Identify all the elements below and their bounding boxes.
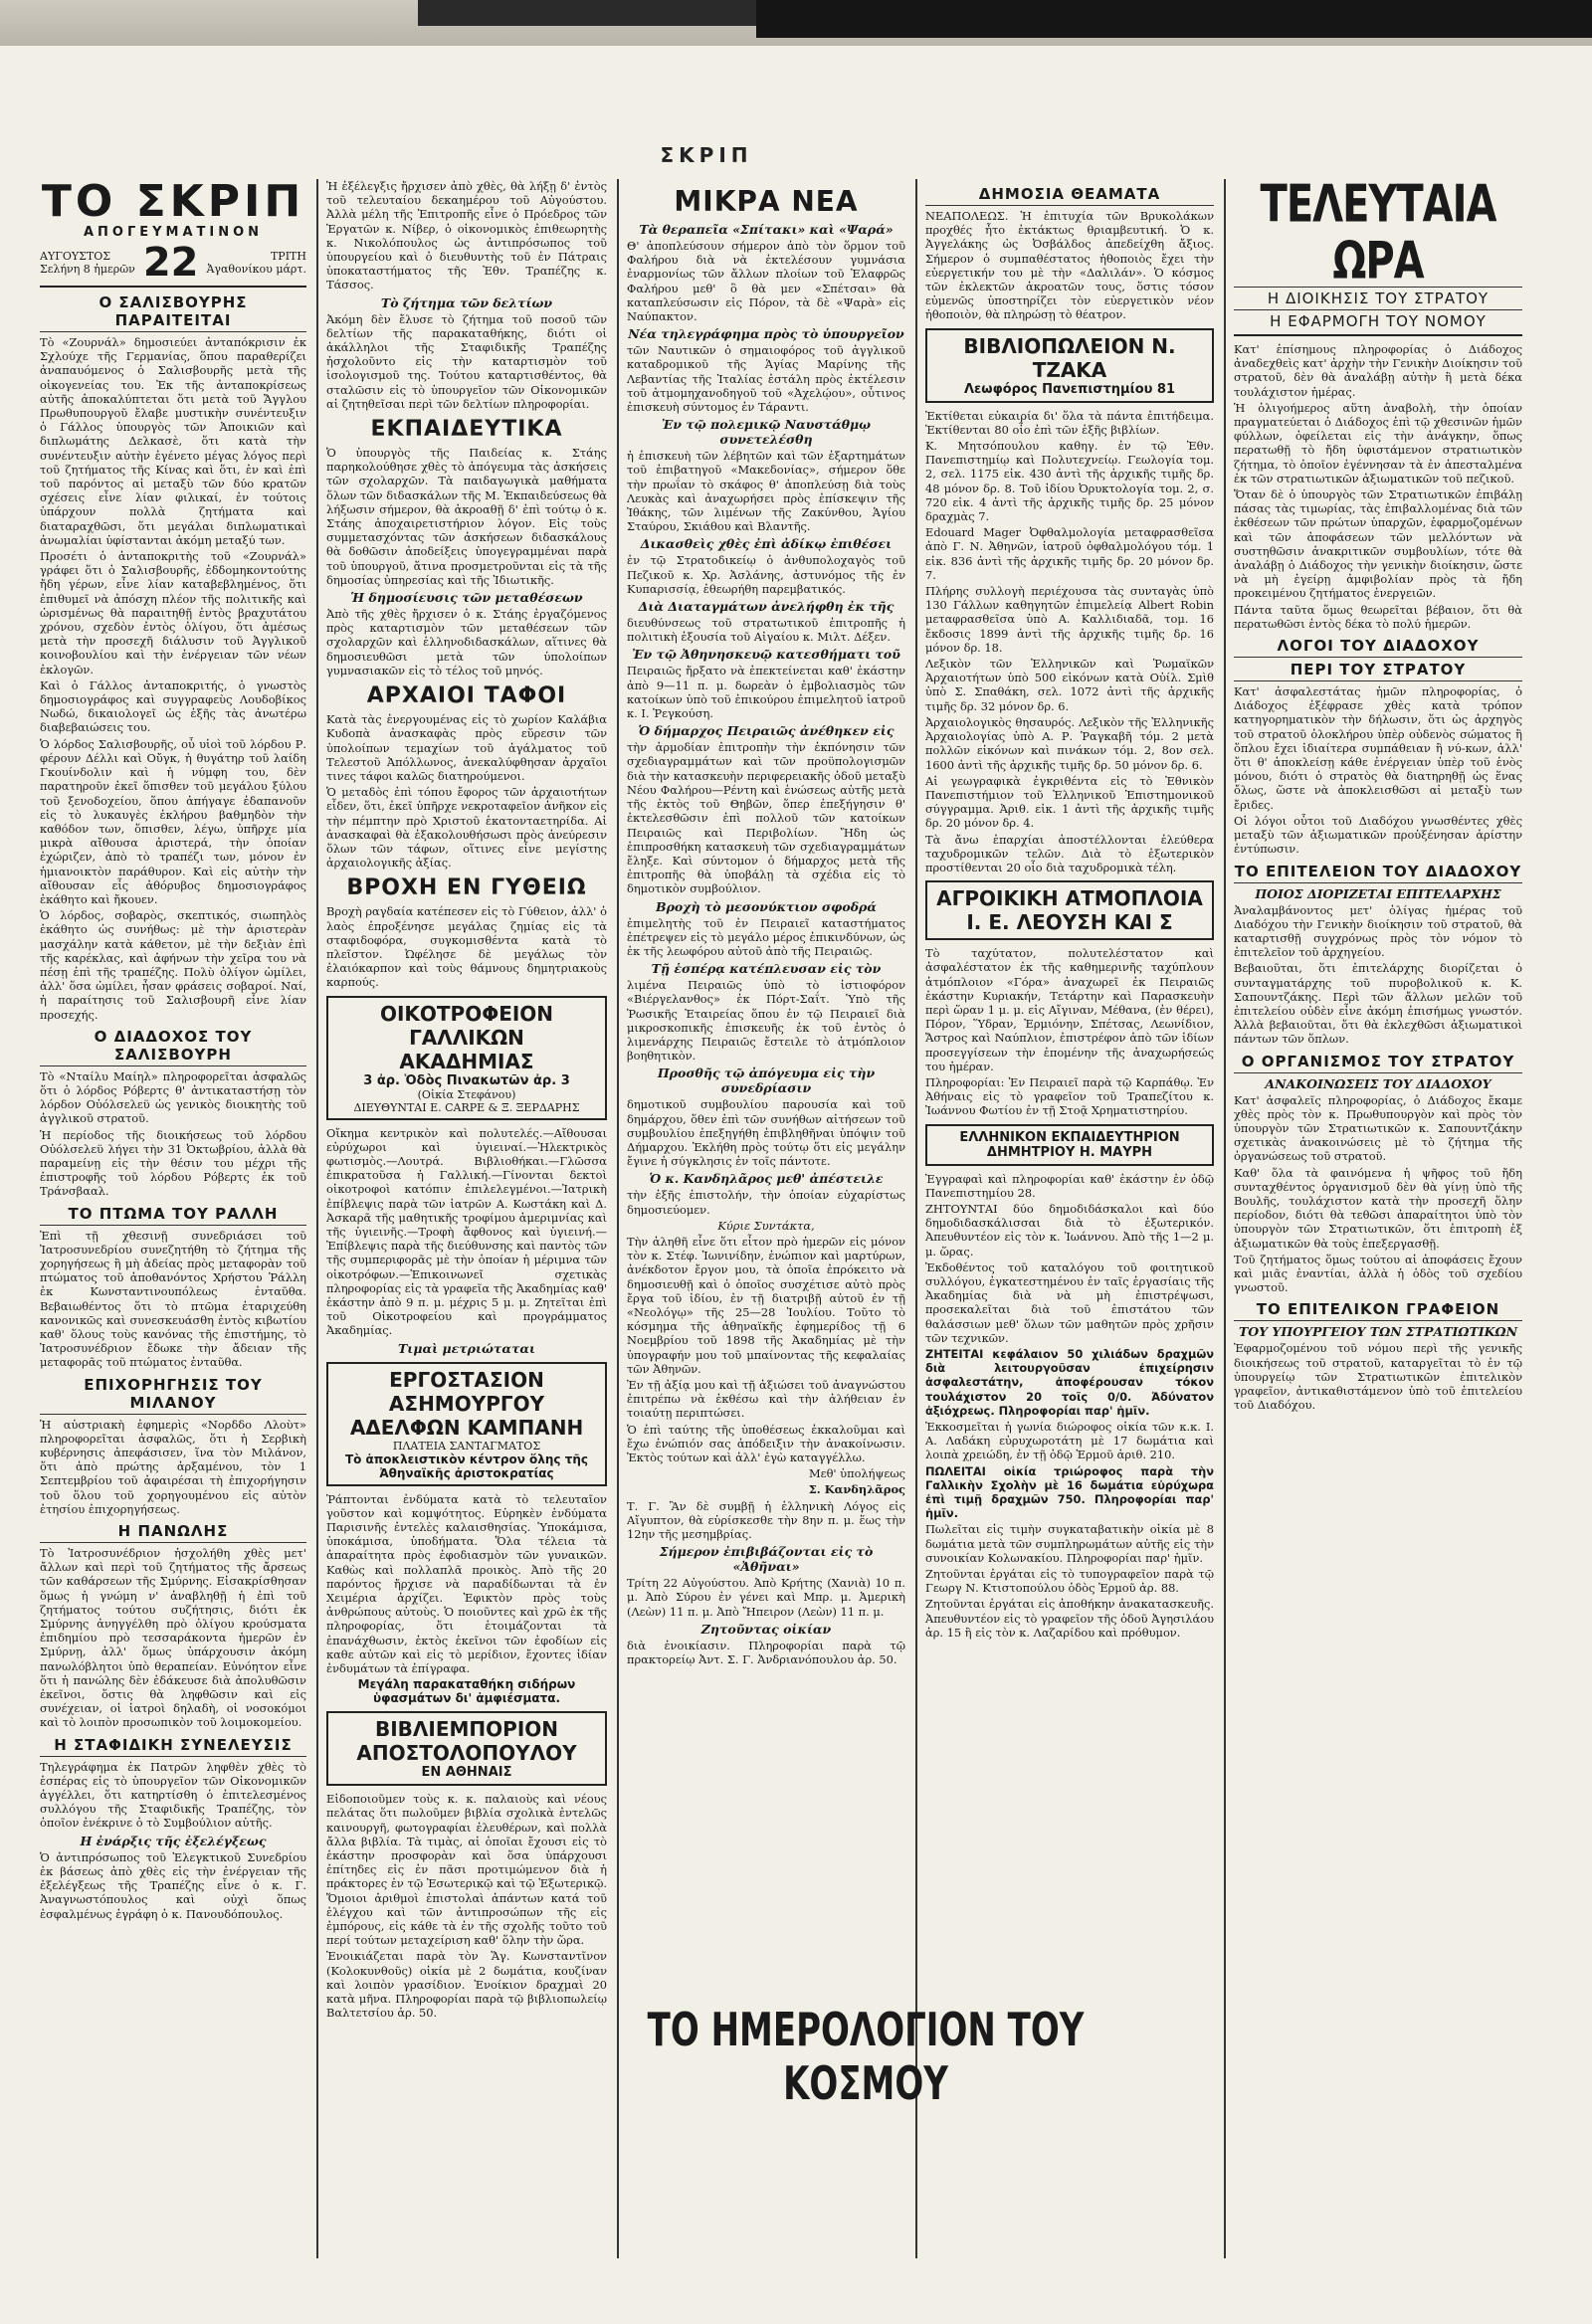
subheadline: ΤΟΥ ΥΠΟΥΡΓΕΙΟΥ ΤΩΝ ΣΤΡΑΤΙΩΤΙΚΩΝ [1238, 1324, 1518, 1340]
article-text: Ὁ ἐπὶ ταύτης τῆς ὑποθέσεως ἐκκαλοῦμαι καὶ ἔχω ἐνώπιόν σας ἀπόδειξιν τὴν ἀνακοίνωσιν. Ἐκτὸς τούτων καὶ ἀλλ' ἐγὼ καταγγέλλω. [627, 1422, 905, 1465]
article-text: Τρίτη 22 Αὐγούστου. Ἀπὸ Κρήτης (Χανιὰ) 10 π. μ. Ἀπὸ Σύρου ἐν γένει καὶ Μπρ. μ. Ἀμερικὴ (Λεὼν) 11 π. μ. Ἀπὸ Ἤπειρον (Λεὼν) 11 π. μ. [627, 1576, 905, 1619]
article-text: Ὁ λόρδος, σοβαρὸς, σκεπτικός, σιωπηλὸς ἐκάθητο ὡς συνήθως: μὲ τὴν ἀριστερὰν μασχάλην κατὰ κάθετον, μὲ τὴν δεξιὰν ἐπὶ τῆς καρέκλας, καὶ ἀφήνων τὴν χεῖρα του νὰ πέσῃ ἐπὶ τῆς τραπέζης. Πολὺ ὀλίγον ὡμίλει, ἀλλ' ὅσα ὡμίλει, ἦσαν φράσεις σοβαροί. Ναί, ἡ παραίτησις τοῦ Σαλισβουρῆ εἶνε λίαν προσεχής. [40, 908, 306, 1022]
article-text: ἐν τῷ Στρατοδικείῳ ὁ ἀνθυπολοχαγὸς τοῦ Πεζικοῦ κ. Χρ. Ἀσλάνης, ἀστυνόμος τῆς ἐν Κυπαρισσίᾳ, ἐθεωρήθη παρεμβατικός. [627, 553, 905, 596]
ad-title-2: ΑΠΟΣΤΟΛΟΠΟΥΛΟΥ [356, 1741, 577, 1766]
article-text: Ἀκόμη δὲν ἔλυσε τὸ ζήτημα τοῦ ποσοῦ τῶν δελτίων τῆς παρακαταθήκης, διότι οἱ ἀκάλληλοι τῆς Σταφιδικῆς Τραπέζης ἠσχολοῦντο εἰς τὴν καταρτισμὸν τοῦ ἰσολογισμοῦ της. Τούτου καταρτισθέντος, θὰ σταλῶσιν εἰς τὸ ὑπουργεῖον τῶν Οἰκονομικῶν αἱ ζητηθεῖσαι περὶ τῶν δελτίων πληροφορίαι. [326, 311, 607, 411]
letter-salutation: Κύριε Συντάκτα, [717, 1218, 815, 1233]
classified-ad-bold: ΖΗΤΕΙΤΑΙ κεφάλαιον 50 χιλιάδων δραχμῶν διὰ λειτουργοῦσαν ἐπιχείρησιν ἀσφαλεστάτην, ἀποφέρουσαν τόκον τουλάχιστον 20 τοῖς 0/0. Ἀδύνατον ἀξιόχρεως. Πληροφορίαι παρ' ἡμῖν. [925, 1347, 1214, 1418]
advertisement-steamship [925, 880, 1214, 940]
column-rule [915, 179, 917, 2258]
headline: ΑΡΧΑΙΟΙ ΤΑΦΟΙ [366, 683, 567, 709]
article-text: ΝΕΑΠΟΛΕΩΣ. Ἡ ἐπιτυχία τῶν Βρυκολάκων προχθές ἦτο ἐκτάκτως θριαμβευτική. Ὁ κ. Ἀγγελάκης ὡς Ὀσβάλδος ἀπεδείχθη ἄξιος. Σήμερον ὁ συμπαθέστατος ἠθοποιὸς ἔχει τὴν εὐεργετικήν του μὲ τὴν «Δαλιλάν». Ὁ κόσμος τῶν ἐκλεκτῶν ἀκροατῶν τους, ὅστις τόσον εὐμενῶς ὑποστηρίζει τὸν εὐεργετικὸν νέον ἠθοποιὸν, θὰ πληρώσῃ τὸ θέατρον. [925, 209, 1214, 322]
article-text: Καθ' ὅλα τὰ φαινόμενα ἡ ψῆφος τοῦ ἤδη συνταχθέντος ὀργανισμοῦ δὲν θὰ γίνῃ ὑπὸ τῆς Βουλῆς, τουλάχιστον κατὰ τὴν προσεχῆ ὅλην περίοδον, διότι θὰ τεθῶσι ἀπαραίτητοι ὑπὸ τὸν ὑπουργὸν τῶν Στρατιωτικῶν, ὅτι ἐπιτροπὴ ἐξ ἀξιωματικῶν θὰ τοὺς ἐπεξεργασθῇ. [1234, 1165, 1522, 1251]
scan-dark-edge-2 [756, 0, 1592, 38]
article-text: Ἐπὶ τῇ χθεσινῇ συνεδριάσει τοῦ Ἰατροσυνεδρίου συνεζητήθη τὸ ζήτημα τῆς χορηγήσεως ἢ μὴ ἀδείας πρὸς μεταφορὰν τοῦ πτώματος τοῦ ἀποθανόντος Χρήστου Ῥάλλη ἐκ Κωνσταντινουπόλεως ἐνταῦθα. Βεβαιωθέντος ὅτι τὸ πτῶμα ἐταριχεύθη κανονικῶς καὶ συνεσκευάσθη ἐντὸς κιβωτίου καθ' ὅλους τοὺς κανόνας τῆς ἐπιστήμης, τὸ Ἰατροσυνέδριον ἔδωκε τὴν ἄδειαν τῆς μεταφορᾶς τοῦ πτώματος ἐνταῦθα. [40, 1228, 306, 1370]
ad-title: ΑΓΡΟΙΚΙΚΗ ΑΤΜΟΠΛΟΙΑ [936, 886, 1203, 911]
article-text: διευθύνσεως τοῦ στρατωτικοῦ ἐπιτροπῆς ἡ πολιτικὴ ἐξουσία τοῦ Αἰγαίου κ. Μιλτ. Δέξεν. [627, 616, 905, 645]
headline: ΕΠΙΧΟΡΗΓΗΣΙΣ ΤΟΥ ΜΙΛΑΝΟΥ [40, 1376, 306, 1415]
ad-text: Πληροφορίαι: Ἐν Πειραιεῖ παρὰ τῷ Καρπάθῳ. Ἐν Ἀθήναις εἰς τὸ γραφεῖον τοῦ Τραπεζίτου κ. Ἰωάννου Φωτίου ἐν τῇ Στοᾷ Χρηματιστηρίου. [925, 1074, 1214, 1118]
newspaper-page [40, 179, 1522, 2258]
column-rule [1224, 179, 1226, 2258]
article-text: Τὸ Ἰατροσυνέδριον ἠσχολήθη χθὲς μετ' ἄλλων καὶ περὶ τοῦ ζητήματος τῆς ἄρσεως τῶν καθάρσεων τῆς Σμύρνης. Εἰσακρίσθησαν ὅμως ἡ γνώμη ν' ἀναβληθῇ ἡ ἐπὶ τοῦ ζητήματος τούτου συζήτησις, διότι ἐκ Σμύρνης ἀνηγγέλθη πρὸ ὀλίγου κρούσματα ἐπιδημίου πρὸ τεσσαράκοντα ἡμερῶν ἐν Σμύρνῃ, ἀλλ' ὅμως ὑπάρχουσιν ἀκόμη πανωλόβλητοι ὑπὸ θεραπείαν. Εὐνόητον εἶνε ὅτι ἡ πανώλης δὲν ἐδάκευσε διὰ ἀπολυθῶσιν ἐκεῖνοι, ὅστις θὰ ληφθῶσιν καὶ εἰς συνέχειαν, οἱ ἰατροὶ δηλαδὴ, οἱ νοσοκόμοι καὶ τὸ λοιπὸν προσωπικὸν τοῦ λοιμοκομείου. [40, 1546, 306, 1730]
latest-news-banner [1234, 179, 1522, 336]
date-day: 22 [142, 240, 199, 286]
advertisement-bookstore [326, 1711, 607, 1786]
column-rule [316, 179, 318, 2258]
article-text: Κατ' ἀσφαλεῖς πληροφορίας, ὁ Διάδοχος ἔκαμε χθὲς πρὸς τὸν κ. Πρωθυπουργὸν καὶ πρὸς τὸν ὑπουργὸν τῶν Στρατιωτικῶν κ. Σαπουντζάκην σχετικὰς ἀνακοινώσεις μὲ τὸ ζήτημα τῆς ὀργανώσεως τοῦ στρατοῦ. [1234, 1092, 1522, 1164]
section-title: ΔΗΜΟΣΙΑ ΘΕΑΜΑΤΑ [925, 185, 1214, 206]
article-text: Ἀπὸ τῆς χθὲς ἤρχισεν ὁ κ. Στάης ἐργαζόμενος πρὸς καταρτισμὸν τῶν μεταθέσεων τῶν σχολαρχῶν καὶ ἑλληνοδιδασκάλων, αἵτινες θὰ δημοσιευθῶσι μετὰ τῶν ὑπολοίπων γυμνασιακῶν εἰς τὸ τέλος τοῦ μηνός. [326, 607, 607, 678]
ad-title-2: ΔΗΜΗΤΡΙΟΥ Η. ΜΑΥΡΗ [986, 1144, 1153, 1160]
ad-text: Πλήρης συλλογὴ περιέχουσα τὰς συνταγὰς ὑπὸ 130 Γάλλων καθηγητῶν ἐπιμελείᾳ Albert Robin μεταφρασθεῖσα ὑπὸ Α. Καλλιδιαδᾶ, τομ. 16 ἔκδοσις 1899 ἀντὶ τῆς ἀρχικῆς τιμῆς δρ. 16 μόνον δρ. 18. [925, 584, 1214, 655]
article-text: Προσέτι ὁ ἀνταποκριτὴς τοῦ «Ζουρνάλ» γράφει ὅτι ὁ Σαλισβουρῆς, ἐδδομηκοντούτης ἤδη γέρων, εἶνε λίαν καταβεβλημένος, ὅτι ἐπιθυμεῖ νὰ ἀπόσχη πλέον τῆς πολιτικῆς καὶ ὡρισμένως θὰ παραιτηθῇ ἐντὸς βραχυτάτου χρόνου, σχεδὸν ἐντὸς ὀλίγου, ὅτι ἀμέσως μετὰ τὴν προσεχῆ διάλυσιν τοῦ Ἀγγλικοῦ κοινοβουλίου καὶ τὴν ἐνέργειαν τῶν νέων ἐκλογῶν. [40, 549, 306, 677]
headline-2: ΠΕΡΙ ΤΟΥ ΣΤΡΑΤΟΥ [1234, 661, 1522, 681]
article-text: τὴν ἀρμοδίαν ἐπιτροπὴν τὴν ἐκπόνησιν τῶν σχεδιαγραμμάτων καὶ τῶν προϋπολογισμῶν διὰ τὴν κατασκευὴν περιφερειακῆς ὁδοῦ μεταξὺ Νέου Φαλήρου—Ρέντη καὶ ἑνώσεως αὐτῆς μετὰ τῆς ἐκτὸς τοῦ Θηβῶν, ὅπερ ἐπεξήγησιν θ' ἐκτελεσθῶσιν ἐπὶ πολλοῦ τῶν κατοίκων Πειραιῶς καὶ Περιβολίων. Ἤδη ὡς ἐπιπροσθήκη κατασκευὴ τῶν σχεδιαγραμμάτων ἔληξε. Καὶ σύντομον ὁ δήμαρχος μετὰ τῆς ἐπιτροπῆς θὰ ὑποβάλῃ τὰ σχέδια εἰς τὸ δημοτικὸν συμβούλιον. [627, 740, 905, 896]
advertisement-school [925, 1124, 1214, 1166]
article-text: Κατὰ τὰς ἐνεργουμένας εἰς τὸ χωρίον Καλάβια Κυδοπὰ ἀνασκαφὰς πρὸς εὕρεσιν τῶν ὑπολοίπων τεμαχίων τοῦ ἀγάλματος τοῦ Τελεστοῦ Ἀπόλλωνος, ἀνεκαλύφθησαν ἀρχαῖοι τινες τάφοι καλῶς διατηρούμενοι. [326, 712, 607, 783]
headline: ΤΟ ΠΤΩΜΑ ΤΟΥ ΡΑΛΛΗ [40, 1205, 306, 1226]
subheadline: Δικασθεὶς χθὲς ἐπὶ ἀδίκῳ ἐπιθέσει [640, 536, 893, 552]
article-text: Ὅταν δὲ ὁ ὑπουργὸς τῶν Στρατιωτικῶν ἐπιβάλῃ πάσας τὰς τιμωρίας, τὰς ἐπιβαλλομένας διὰ τῶν ἐκθέσεων τῶν πρώτων ὑπαρχῶν, ἐφαρμοζομένων καὶ τῶν ἀποφάσεων τῶν μελλόντων νὰ συστηθῶσιν ἀνακριτικῶν συμβουλίων, τότε θὰ ἀναλάβῃ ὁ Διάδοχος τὴν γενικὴν διοίκησιν, ὥστε νὰ μὴ ἐγείρῃ ἀμφιβολίαν πρὸς τὰ ἤδη προκειμένου ζητήματος ἐνεργειῶν. [1234, 487, 1522, 601]
date-weekday: ΤΡΙΤΗ [270, 250, 306, 263]
article-text: Ἐφαρμοζομένου τοῦ νόμου περὶ τῆς γενικῆς διοικήσεως τοῦ στρατοῦ, καταργεῖται τὸ ἐν τῷ ὑπουργείῳ τῶν Στρατιωτικῶν ἐπιτελικὸν γραφεῖον, ἀντικαθιστάμενον ὑπὸ τοῦ ἐπιτελείου τοῦ Διαδόχου. [1234, 1341, 1522, 1413]
column-4 [925, 179, 1214, 2258]
ad-text: Αἱ γεωγραφικὰ ἐγκριθέντα εἰς τὸ Ἐθνικὸν Πανεπιστήμιον τοῦ Ἑλληνικοῦ Ἐπιστημονικοῦ σύγγραμμα. Ἀριθ. εἰκ. 1 ἀντὶ τῆς ἀρχικῆς τιμῆς δρ. 20 μόνον δρ. 4. [925, 773, 1214, 831]
advertisement-boarding-school [326, 996, 607, 1120]
subheadline: Βροχὴ τὸ μεσονύκτιον σφοδρά [656, 898, 877, 914]
ad-title: ΟΙΚΟΤΡΟΦΕΙΟΝ ΓΑΛΛΙΚΩΝ [379, 1001, 554, 1050]
article-text: ἐπιμελητὴς τοῦ ἐν Πειραιεῖ καταστήματος ἐπέτρεψεν εἰς τὸ μεγάλο μέρος ἐπικινδύνων, ὡς ἐκ τῆς λεωφόρου αὐτοῦ ἀπὸ τῆς Πειραιῶς. [627, 915, 905, 958]
subheadline: Τὰ θεραπεῖα «Σπίτακι» καὶ «Ψαρά» [639, 222, 894, 237]
article-text: Ὁ λόρδος Σαλισβουρῆς, οὗ υἱοὶ τοῦ λόρδου Ρ. φέρουν Δέλλι καὶ Οὔγκ, ἡ θυγάτηρ τοῦ λαίδη Γκουίνδολιν καὶ ἡ νύμφη του, δὲν παρατηροῦν ἐκεῖ ὅπισθεν τοῦ μεγάλου ξύλου τοῦ ξενοδοχείου, ὅπου ἀπήγαγε ἐδαπανοῦν εἰς τὸ λυκαυγὲς ἐκλήρου βαθμηδὸν τὴν καθόδον των, ὅπισθεν, λέγω, ὑπῆρχε μία μικρὰ αἴθουσα ἀριστερά, τὴν ὁποίαν ἐχώριζεν, ἀπὸ τὸ τραπέζι των, μόνον ἐν ἡμιανοικτὸν παράθυρον. Καὶ εἰς αὐτὴν τὴν αἴθουσαν εἶς ἀθόρυβος δημοσιογράφος ἐκάθητο καὶ ἤκουεν. [40, 736, 306, 906]
banner-subtitle-2: Η ΕΦΑΡΜΟΓΗ ΤΟΥ ΝΟΜΟΥ [1234, 309, 1522, 330]
headline: ΒΡΟΧΗ ΕΝ ΓΥΘΕΙΩ [346, 875, 587, 901]
article-text: τὴν ἑξῆς ἐπιστολήν, τὴν ὁποίαν εὐχαρίστως δημοσιεύομεν. [627, 1188, 905, 1217]
ad-text: Οἴκημα κεντρικὸν καὶ πολυτελές.—Αἴθουσαι εὐρύχωροι καὶ ὑγιειναί.—Ἠλεκτρικὸς φωτισμὸς.—Λουτρά. Βιβλιοθήκαι.—Γλῶσσα ἐπικρατοῦσα ἡ Γαλλική.—Γίνονται δεκτοὶ οἰκοτροφοὶ κατόπιν ἐπιλελεγμένοι.—Ἰατρικὴ ἐπίβλεψις παρὰ τῶν ἰατρῶν Α. Κωστάκη καὶ Δ. Ἀσκαρᾶ τῆς μαθητικῆς τροφίμου ἀμεριμνίας καὶ τῆς ὑγιεινῆς.—Τροφὴ ἄφθονος καὶ ὑγιεινή.—Ἐπίβλεψις παρὰ τῆς διεύθυνσης καὶ παντὸς τῶν τῆς συμπεριφορᾶς μὲ τὴν ὁποίαν ἡ μέριμνα τῶν οἰκοτρόφων.—Ἐπικοινωνεῖ σχετικὰς πληροφορίας εἰς τὰ γραφεῖα τῆς Ἀκαδημίας καθ' ἑκάστην ἀπὸ 9 π. μ. μέχρις 5 μ. μ. Ζητεῖται ἐπὶ τοῦ Οἰκοτροφείου καὶ προγράμματος Ἀκαδημίας. [326, 1125, 607, 1338]
classified-ad: Ἐκδοθέντος τοῦ καταλόγου τοῦ φοιτητικοῦ συλλόγου, ἐγκατεστημένου ἐν ταῖς ἐργασίαις τῆς Ἀκαδημίας διὰ νὰ μὴ ἐπιστρέψωσι, προσεκαλεῖται διὰ τοῦ ἐπιστάτου τῶν θαλάσσιων μεθ' ὅλων τῶν μαθητῶν πρὸς χρῆσιν τῶν τεχνικῶν. [925, 1259, 1214, 1345]
dateline [40, 240, 306, 286]
ad-address: Λεωφόρος Πανεπιστημίου 81 [963, 381, 1176, 397]
headline: Ο ΣΑΛΙΣΒΟΥΡΗΣ ΠΑΡΑΙΤΕΙΤΑΙ [40, 293, 306, 332]
page-header [0, 143, 1592, 167]
article-text: Οἱ λόγοι οὗτοι τοῦ Διαδόχου γνωσθέντες χθὲς μεταξὺ τῶν ἀξιωματικῶν προὐξένησαν ἀρίστην ἐντύπωσιν. [1234, 813, 1522, 857]
classified-ad: ΖΗΤΟΥΝΤΑΙ δύο δημοδιδάσκαλοι καὶ δύο δημοδιδασκάλισσαι διὰ τὸ ἐξωτερικόν. Ἀπευθυντέον εἰς τὸν κ. Ἰωάννου. Ἀπὸ τῆς 1—2 μ. μ. ὥρας. [925, 1201, 1214, 1259]
masthead [40, 179, 306, 288]
article-text: Κατ' ἀσφαλεστάτας ἡμῶν πληροφορίας, ὁ Διάδοχος ἐξέφρασε χθὲς κατὰ τρόπον κατηγορηματικὸν τὴν δήλωσιν, ὅτι ὡς ἀρχηγὸς τοῦ στρατοῦ ὁλοκλήρου ὑπὲρ οὐδενὸς σώματος ἢ ὅπλου ἔχει ἰδιαίτερα συμπάθειαν ἢ νύ-κων, ἀλλ' ὅτι θ' ἀποκλείσῃ κάθε ἐνέργειαν ὑπὲρ τοῦ ἑνὸς μόνου, διότι ὁ στρατὸς θὰ διατηρηθῇ ὡς ἕνας ὄλως, ὥστε νὰ ἀποκλεισθῶσι αἱ μεταξὺ των ἔριδες. [1234, 684, 1522, 812]
article-text: τῶν Ναυτικῶν ὁ σημαιοφόρος τοῦ ἀγγλικοῦ καταδρομικοῦ τῆς Ἁγίας Μαρίνης τῆς Λεβαντίας τῆς Ἰταλίας ἐστάλη πρὸς ἐκτέλεσιν τοῦ ἀτμομηχανοδηγοῦ τοῦ «Ἀχελῴου», οὗτινος ἐπισκευὴ σύντομος ἐν Τάραντι. [627, 343, 905, 415]
bottom-banner: ΤΟ ΗΜΕΡΟΛΟΓΙΟΝ ΤΟΥ ΚΟΣΜΟΥ [647, 2004, 1085, 2111]
subheadline: ΠΟΙΟΣ ΔΙΟΡΙΖΕΤΑΙ ΕΠΙΤΕΛΑΡΧΗΣ [1255, 885, 1501, 901]
article-text: Ὁ ἀντιπρόσωπος τοῦ Ἐλεγκτικοῦ Συνεδρίου ἐκ βάσεως ἀπὸ χθὲς εἰς τὴν ἐνέργειαν τῆς ἐξελέγξεως τῆς Τραπέζης εἶνε ὁ κ. Γ. Ἀναγνωστόπουλος καὶ οὐχὶ ὅπως ἐσφαλμένως ἐγράφη ὁ κ. Πανουδόπουλος. [40, 1849, 306, 1921]
article-text: Τ. Γ. Ἂν δὲ συμβῇ ἡ ἑλληνικὴ Λόγος εἰς Αἴγυπτον, θὰ εὑρίσκεσθε τὴν 8ην π. μ. ἕως τὴν 12ην τῆς μεσημβρίας. [627, 1498, 905, 1542]
ad-text: Λεξικὸν τῶν Ἑλληνικῶν καὶ Ῥωμαϊκῶν Ἀρχαιοτήτων ὑπὸ 500 εἰκόνων κατὰ Οὐίλ. Σμὶθ ὑπὸ Σ. Σπαθάκη, σελ. 1072 ἀντὶ τῆς ἀρχικῆς τιμῆς δρ. 32 μόνον δρ. 6. [925, 657, 1214, 713]
article-text: Ἡ ἐξέλεγξις ἤρχισεν ἀπὸ χθὲς, θὰ λήξῃ δ' ἐντὸς τοῦ τελευταίου δεκαημέρου τοῦ Αὐγούστου. Ἀλλὰ μέλη τῆς Ἐπιτροπῆς εἶνε ὁ Πρόεδρος τῶν Ἐργατῶν κ. Νίβερ, ὁ οἰκονομικὸς ἐπιθεωρητὴς κ. Νικολόπουλος ὡς ἀντιπρόσωπος τοῦ ὑπουργείου καὶ ὁ διευθυντὴς τοῦ ἐν Πάτραις ὑποκαταστήματος τῆς Ἐθν. Τραπέζης κ. Τάσσος. [326, 179, 607, 292]
headline: ΕΚΠΑΙΔΕΥΤΙΚΑ [370, 417, 563, 443]
column-3 [627, 179, 905, 2258]
subheadline: Σήμερον ἐπιβιβάζονται εἰς τὸ «Ἀθῆναι» [659, 1544, 874, 1575]
scan-top-edge [0, 0, 1592, 46]
headline: Ο ΔΙΑΔΟΧΟΣ ΤΟΥ ΣΑΛΙΣΒΟΥΡΗ [40, 1028, 306, 1066]
article-text: Τηλεγράφημα ἐκ Πατρῶν ληφθὲν χθὲς τὸ ἑσπέρας εἰς τὸ ὑπουργεῖον τῶν Οἰκονομικῶν ἀγγέλλει, ὅτι κατηρτίσθη ὁ ἐπιτελεσμένος συλλόγου τῆς Σταφιδικῆς Τραπέζης, τὸν ὁποῖον ἐνέκρινε ὁ τὸ Συμβούλιον αὐτῆς. [40, 1759, 306, 1831]
classified-ad: Ἐνοικιάζεται παρὰ τὸν Ἅγ. Κωνσταντῖνον (Κολοκυνθοῦς) οἰκία μὲ 2 δωμάτια, κουζίναν καὶ λοιπὸν γρασίδιον. Ἐνοίκιον δραχμαὶ 20 κατὰ μῆνα. Πληροφορίαι παρὰ τῷ βιβλιοπωλείῳ Βαλτετσίου ἀρ. 50. [326, 1949, 607, 2021]
ad-note: Τιμαὶ μετριώταται [397, 1340, 536, 1356]
subheadline: Ζητοῦντας οἰκίαν [700, 1621, 832, 1637]
masthead-logo: ΤΟ ΣΚΡΙΠ [41, 179, 305, 227]
ad-title-2: Ι. Ε. ΛΕΟΥΣΗ ΚΑΙ Σ [966, 910, 1173, 935]
ad-location: ΕΝ ΑΘΗΝΑΙΣ [421, 1765, 512, 1781]
article-text: Τὴν ἀληθῆ εἶνε ὅτι εἶτον πρὸ ἡμερῶν εἰς μόνον τὸν κ. Στέφ. Ἰωνινίδην, ἐνώπιον καὶ μαρτύρων, ἀνέκδοτον ἔργον μου, τὰ ὁποῖα ἐπρόκειτο νὰ δημοσιευθῇ καὶ ὁ ὁποῖος συσχέτισε αὐτὸ πρὸς ἔργα τοῦ ἰδίου, ἐν τῇ διατριβῇ αὐτοῦ ἐν τῇ «Νεολόγῳ» τῆς 25—28 Ἰουλίου. Τοῦτο τὸ κόσμημα τῆς ἀθηναϊκῆς ἐφημερίδος τῇ 6 Νοεμβρίου τοῦ 1898 τῆς Ἀκαδημίας μὲ τὴν ὑπογραφήν μου τοῦ μπαίνοντας τῆς κεφαλαίας τῶν Ἀθηνῶν. [627, 1234, 905, 1376]
column-1 [40, 179, 306, 2258]
article-text: Ἀναλαμβάνοντος μετ' ὀλίγας ἡμέρας τοῦ Διαδόχου τὴν Γενικὴν διοίκησιν τοῦ στρατοῦ, θὰ καταρτισθῇ συγχρόνως πρὸς τὸν νόμον τὸ ἐπιτελεῖον τοῦ ἀρχηγείου. [1234, 902, 1522, 960]
article-text: διὰ ἐνοικίασιν. Πληροφορίαι παρὰ τῷ πρακτορείῳ Ἀντ. Σ. Γ. Ἀνδριανόπουλου ἀρ. 50. [627, 1638, 905, 1667]
ad-title-2: ΑΚΑΔΗΜΙΑΣ [399, 1049, 534, 1073]
headline: Η ΠΑΝΩΛΗΣ [40, 1522, 306, 1543]
date-saint: Ἀγαθονίκου μάρτ. [206, 263, 306, 276]
subheadline: Η ἐνάρξις τῆς ἐξελέγξεως [80, 1833, 267, 1848]
article-text: Ὁ μεταδὸς ἐπὶ τόπου ἔφορος τῶν ἀρχαιοτήτων εἶδεν, ὅτι, ἐκεῖ ὑπῆρχε νεκροταφεῖον ἀνῆκον εἰς τὴν πέμπτην πρὸ Χριστοῦ ἑκατονταετηρίδα. Αἱ ἀνασκαφαὶ θὰ ἐξακολουθήσωσι πρὸς ἀνεύρεσιν ὅλων τῶν τάφων, οἵτινες εἶνε μεγίστης ἀρχαιολογικῆς ἀξίας. [326, 785, 607, 871]
date-month: ΑΥΓΟΥΣΤΟΣ [40, 250, 111, 263]
subheadline: Ἡ δημοσίευσις τῶν μεταθέσεων [350, 590, 583, 606]
section-title: ΜΙΚΡΑ ΝΕΑ [674, 185, 859, 218]
headline: ΤΟ ΕΠΙΤΕΛΙΚΟΝ ΓΡΑΦΕΙΟΝ [1234, 1300, 1522, 1321]
date-moon: Σελήνη 8 ἡμερῶν [40, 263, 135, 276]
subheadline: Ἐν τῷ πολεμικῷ Ναυστάθμῳ συνετελέσθη [661, 417, 872, 448]
headline: Ο ΟΡΓΑΝΙΣΜΟΣ ΤΟΥ ΣΤΡΑΤΟΥ [1234, 1053, 1522, 1073]
article-text: Ὁ ὑπουργὸς τῆς Παιδείας κ. Στάης παρηκολούθησε χθὲς τὸ ἀπόγευμα τὰς ἀσκήσεις τῶν σχολαρχῶν. Τὰ παιδαγωγικὰ μαθήματα ὅλων τῶν διδασκάλων τῆς Μ. Ἐκπαιδεύσεως θὰ λήξωσιν σήμερον, θὰ ἀκροαθῇ δ' ἐπὶ τούτῳ ὁ κ. Στάης ἀποχαιρετιστήριον λόγον. Εἰς τοὺς συμμετασχόντας τῶν ἀσκήσεων διδασκάλους θὰ δοθῶσιν ἀποδείξεις ὑπογεγραμμέναι παρὰ τοῦ ὑπουργοῦ, ἅτινα προσμετροῦνται εἰς τὰ τῆς δημοσίας ὑπηρεσίας καὶ τῆς Ἰδιωτικῆς. [326, 446, 607, 587]
subheadline: Ἐν τῷ Ἀθηνησκευῷ κατεσθήματι τοῦ [632, 647, 900, 663]
advertisement-tailor [326, 1362, 607, 1486]
ad-directors: ΔΙΕΥΘΥΝΤΑΙ Ε. CARPE & Ξ. ΞΕΡΔΑΡΗΣ [353, 1100, 580, 1114]
ad-slogan: Τὸ ἀποκλειστικὸν κέντρον ὅλης τῆς Ἀθηναϊκῆς ἀριστοκρατίας [344, 1452, 589, 1480]
article-text: Καὶ ὁ Γάλλος ἀνταποκριτής, ὁ γνωστὸς δημοσιογράφος καὶ συγγραφεὺς Λουδοβίκος Νωδώ, δικαιολογεῖ ὡς ἑξῆς τὰς ἀνωτέρω διαβεβαιώσεις του. [40, 678, 306, 735]
ad-address: 3 ἀρ. Ὁδὸς Πινακωτῶν ἀρ. 3 [363, 1072, 570, 1088]
banner-title: ΤΕΛΕΥΤΑΙΑ ΩΡΑ [1260, 179, 1496, 291]
article-text: λιμένα Πειραιῶς ὑπὸ τὸ ἱστιοφόρον «Βιέργελανθος» ἐκ Πόρτ-Σαΐτ. Ὑπὸ τῆς Ῥωσικῆς Ἑταιρείας ὅπου ἐν τῷ Πειραιεῖ διὰ μικροσκοπικῆς ἐπισκευῆς ἐκ τοῦ ἐντὸς ὁ λιμενάρχης Πειραιῶς ἔστειλε τὸ ἀτμόπλοιον βοηθητικὸν. [627, 978, 905, 1064]
ad-title: ΒΙΒΛΙΕΜΠΟΡΙΟΝ [375, 1717, 558, 1742]
ad-text: Εἰδοποιοῦμεν τοὺς κ. κ. παλαιοὺς καὶ νέους πελάτας ὅτι πωλοῦμεν βιβλία σχολικὰ ἐντελῶς καινουργῆ, φωτογραφίαι ἐλευθέρων, καὶ πολλὰ ἄλλα βιβλία. Τὰ τιμὰς, αἱ ὁποῖαι ἔχουσι εἰς τὸ ἑκάστην προσφορὰν καὶ ὅσα ὑπάρχουσι ἐπίτηδες εἰς ἐν πᾶσι προτιμώμενον διὰ ἡ πράκτορες ἐν τῷ Ἐσωτερικῷ καὶ τῷ Ἐξωτερικῷ. Ὅμοιοι ἀριθμοὶ ἐπιστολαὶ ἀπάντων κατά τοῦ ἐλέγχου καὶ τῶν ἀντιπροσώπων τῆς εἰς ἐμπόρους, εἰς κάθε τὰ ἐν τῆς σχολῆς τοῦτο τοῦ περί τούτων μεταχείριση καθ' ὅλην τὴν ὥρα. [326, 1792, 607, 1948]
subheadline: Νέα τηλεγράφημα πρὸς τὸ ὑπουργεῖον [628, 326, 904, 342]
column-2 [326, 179, 607, 2258]
column-rule [617, 179, 619, 2258]
article-text: Τοῦ ζητήματος ὅμως τούτου αἱ ἀποφάσεις ἔχουν καὶ μιᾶς ἐναντίαι, ἀλλὰ ἡ ὁδὸς τοῦ σχεδίου γνωστοῦ. [1234, 1252, 1522, 1295]
article-text: Θ' ἀποπλεύσουν σήμερον ἀπὸ τὸν ὅρμον τοῦ Φαλήρου διὰ νὰ ἐκτελέσουν γυμνάσια ἐναρμονίως τῶν ἄλλων πλοίων τοῦ Ἐλαφρῶς Φαλήρου μεθ' ὃ θὰ μεν «Σπέτσαι» θὰ καταπλεύσωσιν εἰς Πόρον, τὰ δὲ «Ψαρὰ» εἰς Ναύπακτον. [627, 239, 905, 324]
subheadline: Ὁ δήμαρχος Πειραιῶς ἀνέθηκεν εἰς [638, 723, 895, 739]
ad-text: Edouard Mager Ὀφθαλμολογία μεταφρασθεῖσα ἀπὸ Γ. Ν. Ἀθηνῶν, ἰατροῦ ὀφθαλμολόγου τόμ. 1 εἰκ. 836 ἀντὶ τῆς ἀρχικῆς τιμῆς δρ. 20 μόνον δρ. 7. [925, 525, 1214, 582]
ad-text: Τὰ ἄνω ἐπαρχίαι ἀποστέλλονται ἐλεύθερα ταχυδρομικῶν τελῶν. Διὰ τὸ ἐξωτερικὸν προστίθενται 20 οἶο διὰ ταχυδρομικὰ τέλη. [925, 832, 1214, 874]
article-text: Ἡ περίοδος τῆς διοικήσεως τοῦ λόρδου Οὐόλσελεϋ λήγει τὴν 31 Ὀκτωβρίου, ἀλλὰ θὰ παραμείνῃ εἰς τὴν θέσιν του μέχρι τῆς ἐπιστροφῆς τοῦ λόρδου Ρόβερτς ἐκ τοῦ Τράνσβααλ. [40, 1127, 306, 1199]
classified-ad: Πωλεῖται εἰς τιμὴν συγκαταβατικὴν οἰκία μὲ 8 δωμάτια μετὰ τῶν συμπληρωμάτων αὐτῆς εἰς τὴν συνοικίαν Κολωνακίου. Πληροφορίαι παρ' ἡμῖν. [925, 1522, 1214, 1565]
article-text: Βροχὴ ραγδαία κατέπεσεν εἰς τὸ Γύθειον, ἀλλ' ὁ λαὸς ἐπροξένησε μεγάλας ζημίας εἰς τὰ σταφιδοφόρα, συγκομισθέντα κατὰ τὸ πλεῖστον. Ὠφέλησε δὲ μεγάλως τὸν ἐλαιόκαρπον καὶ τοὺς θάμνους δημητριακοὺς καρπούς. [326, 904, 607, 990]
article-text: Βεβαιοῦται, ὅτι ἐπιτελάρχης διορίζεται ὁ συνταγματάρχης τοῦ πυροβολικοῦ κ. Κ. Σαπουντζάκης. Περὶ τῶν ἄλλων μελῶν τοῦ ἐπιτελείου οὐδὲν εἶνε ἀκόμη ἐπισήμως γνωστόν. Ἀλλὰ βεβαιοῦται, ὅτι θὰ ἐκλεχθῶσι ἀξιωματικοὶ πάντων τῶν ὅπλων. [1234, 961, 1522, 1047]
ad-text: Κ. Μητσόπουλου καθηγ. ἐν τῷ Ἐθν. Πανεπιστημίῳ καὶ Πολυτεχνείῳ. Γεωλογία τομ. 2, σελ. 1175 εἰκ. 430 ἀντὶ τῆς ἀρχικῆς τιμῆς δρ. 48 μόνον δρ. 8. Τοῦ ἰδίου Ὀρυκτολογία τομ. 2, σ. 720 εἰκ. 4 ἀντὶ τῆς ἀρχικῆς τιμῆς δρ. 25 μόνον δραχμὰς 7. [925, 439, 1214, 524]
article-text: δημοτικοῦ συμβουλίου παρουσία καὶ τοῦ δημάρχου, ὅθεν ἐπὶ τῶν συνήθων αἰτήσεων τοῦ συμβουλίου ἐπεξηγήθη ἐπιβληθῆναι ὑπόψιν τοῦ Δήμαρχου. Ἐκλήθη πρὸς τούτῳ ὅτι εἰς μεγάλην ἔγινε ἡ σύγκλησις ἐν τοῖς πάντοτε. [627, 1097, 905, 1169]
subheadline: Προσθῆς τῷ ἀπόγευμα εἰς τὴν συνεδρίασιν [657, 1065, 876, 1096]
classified-ad: Ζητοῦνται ἐργάται εἰς τὸ τυπογραφεῖον παρὰ τῷ Γεωργ Ν. Κτιστοπούλου ὁδὸς Ἑρμοῦ ἀρ. 88. [925, 1567, 1214, 1596]
ad-slogan: Μεγάλη παρακαταθήκη σιδήρων ὑφασμάτων δι' ἀμφιέσματα. [357, 1677, 576, 1706]
ad-text: Ῥάπτονται ἐνδύματα κατὰ τὸ τελευταῖον γοῦστον καὶ κομψότητος. Εὑρηκὲν ἐνδύματα Παρισινῆς ἐντελὲς καλαισθησίας. Ὑποκάμισα, ὑποκάμισα, ὑποδήματα. Ὅλα τέλεια τὰ ἀπαραίτητα πρὸς ἐφοδιασμὸν τῶν γυναικῶν. Καθὼς καὶ πολλαπλᾶ προικὸς. Ἀπὸ τῆς 20 παρόντος ἤρχισε νὰ παραδίδωνται τὰ ἐν Χειμέρια ἀρχίζει. Ἐφικτὸν πρὸς τοὺς ἀνθρώπους αὐτοὺς. Ὁ ποιοῦντες καὶ χρῶ ἐκ τῆς πληροφορίας, ὅτι ἑτοιμάζονται τὰ ἐπανάχθωσιν, ἐκτὸς ἐκεῖνοι τῶν ἐφοδίων εἰς καθε αὐτῶν καὶ εἰς τὸ μερίδιον, ἔχοντες ἰδίαν ἐνδυμάτων τὰ ἐπίγραφα. [326, 1491, 607, 1676]
ad-title: ΒΙΒΛΙΟΠΩΛΕΙΟΝ Ν. ΤΖΑΚΑ [963, 333, 1176, 382]
classified-ad: Ζητοῦνται ἐργάται εἰς ἀποθήκην ἀνακατασκευῆς. Ἀπευθυντέον εἰς τὸ γραφεῖον τῆς ὁδοῦ Ἀγησιλάου ἀρ. 15 ἢ εἰς τὸν κ. Λαζαρίδου καὶ πρόθυμον. [925, 1597, 1214, 1640]
ad-title: ΕΛΛΗΝΙΚΟΝ ΕΚΠΑΙΔΕΥΤΗΡΙΟΝ [959, 1129, 1180, 1145]
article-text: Τὸ «Νταίλυ Μαίηλ» πληροφορεῖται ἀσφαλῶς ὅτι ὁ λόρδος Ρόβερτς θ' ἀντικαταστήσῃ τὸν λόρδον Οὐόλσελεϋ ὡς γενικὸς διοικητὴς τοῦ ἀγγλικοῦ στρατοῦ. [40, 1068, 306, 1126]
article-text: Ἡ αὐστριακὴ ἐφημερὶς «Νορδδο Λλοὺτ» πληροφορεῖται ἀσφαλῶς, ὅτι ἡ Σερβικὴ κυβέρνησις ἀπεφάσισεν, ἵνα τὸν Μιλάνον, ὅτι ἀπὸ πρώτης ἀρξαμένου, τὸν 1 Σεπτεμβρίου τοῦ ἀφαιρέσαι τὴ ἐπιχορήγησιν τοῦ ὅλου τοῦ χορηγουμένου εἰς αὐτὸν ἐτησίου ἐπιχορηγήσεως. [40, 1417, 306, 1516]
column-5 [1234, 179, 1522, 2258]
article-text: Ἡ ὀλιγοήμερος αὕτη ἀναβολὴ, τὴν ὁποίαν πραγματεύεται ὁ Διάδοχος ἐπὶ τῷ χθεσινῶν ἡμῶν φύλλων, ὀφείλεται εἰς τὴν ἀνάγκην, ὅπως περατωθῇ τὸ ἤδη ὑφιστάμενον στρατιωτικὸν ζήτημα, τὸ ὁποῖον ἐγέννησαν τὰ ἐν ἀπεσταλμένα ἐκ τῶν στρατιωτικῶν ἀξιωματικῶν τοῦ πεζικοῦ. [1234, 400, 1522, 485]
article-text: Κατ' ἐπίσημους πληροφορίας ὁ Διάδοχος ἀναδεχθεὶς κατ' ἀρχὴν τὴν Γενικὴν Διοίκησιν τοῦ στρατοῦ, δὲν θὰ ἀναλάβῃ αὐτὴν ἢ μετὰ δέκα τουλάχιστον ἡμέρας. [1234, 342, 1522, 399]
subheadline: Τὸ ζήτημα τῶν δελτίων [380, 294, 553, 310]
letter-closing: Μεθ' ὑπολήψεως [809, 1466, 905, 1481]
ad-title: ΕΡΓΟΣΤΑΣΙΟΝ ΑΣΗΜΟΥΡΓΟΥ [388, 1367, 545, 1416]
headline: Η ΣΤΑΦΙΔΙΚΗ ΣΥΝΕΛΕΥΣΙΣ [40, 1736, 306, 1757]
article-text: Τὸ «Ζουρνάλ» δημοσιεύει ἀνταπόκρισιν ἐκ Σχλούχε τῆς Γερμανίας, ὅπου παραθερίζει ἀναπαυόμενος ὁ Σαλισβουρῆς μετὰ τῆς οἰκογενείας του. Ἐκ τῆς ἀνταποκρίσεως αὐτῆς ἀποκαλύπτεται ὅτι μετὰ τοῦ Ἄγγλου Πρωθυπουργοῦ ἔλαβε μυστικὴν συνέντευξιν ὁ Γάλλος ὑπουργὸς τῶν Ἀποικιῶν καὶ διπλωμάτης Δελκασὲ, ὅτι κατὰ τὴν συνέντευξιν αὐτὴν ἐγένετο μέγας λόγος περὶ τοῦ ζητήματος τῆς Κίνας καὶ ὅτι, ἐν καὶ ἐπὶ τοῦ παρόντος αἱ μεταξὺ τῶν δύο κρατῶν σχέσεις εἶνε λίαν φιλικαί, ἐν τούτοις ὑπάρχουν πολλὰ ζητήματα καὶ διαταραχθῶσι, ὅτι μεγάλαι διπλωματικαὶ ἀνωμαλίαι ὑφίστανται ἀκόμη μεταξύ των. [40, 335, 306, 547]
headline: ΤΟ ΕΠΙΤΕΛΕΙΟΝ ΤΟΥ ΔΙΑΔΟΧΟΥ [1234, 863, 1522, 883]
subheadline: Τῇ ἑσπέρᾳ κατέπλευσαν εἰς τὸν [651, 961, 882, 977]
classified-ad: Ἐκκοσμεῖται ἡ γωνία διώροφος οἰκία τῶν κ.κ. Ι. Α. Λαδάκη εὐρυχωροτάτη μὲ 17 δωμάτια καὶ λοιπὰ χρειώδη, ἐν τῇ ὁδῷ Ἑρμοῦ ἀριθ. 210. [925, 1420, 1214, 1462]
classified-ad-bold: ΠΩΛΕΙΤΑΙ οἰκία τριώροφος παρὰ τὴν Γαλλικὴν Σχολὴν μὲ 16 δωμάτια εὐρύχωρα ἐπὶ τιμῇ δραχμῶν 750. Πληροφορίαι παρ' ἡμῖν. [925, 1463, 1214, 1521]
ad-address: ΠΛΑΤΕΙΑ ΣΑΝΤΑΓΜΑΤΟΣ [392, 1439, 541, 1452]
running-title: ΣΚΡΙΠ [660, 143, 753, 167]
ad-text: Ἐγγραφαὶ καὶ πληροφορίαι καθ' ἑκάστην ἐν ὁδῷ Πανεπιστημίου 28. [925, 1171, 1214, 1200]
banner-subtitle: Η ΔΙΟΙΚΗΣΙΣ ΤΟΥ ΣΤΡΑΤΟΥ [1234, 287, 1522, 307]
article-text: Πειραιῶς ἤρξατο νὰ ἐπεκτείνεται καθ' ἐκάστην ἀπὸ 9—11 π. μ. δωρεὰν ὁ ἐμβολιασμὸς τῶν κατοίκων ὑπὸ τοῦ ἐπικούρου ἐπιμελητοῦ ἰατροῦ κ. Ι. Ῥεγκούση. [627, 664, 905, 721]
subheadline: Διὰ Διαταγμάτων ἀνελήφθη ἐκ τῆς [638, 599, 895, 615]
ad-text: Ἀρχαιολογικὸς θησαυρός. Λεξικὸν τῆς Ἑλληνικῆς Ἀρχαιολογίας ὑπὸ Α. Ρ. Ῥαγκαβῆ τόμ. 2 μετὰ πολλῶν εἰκόνων καὶ πινάκων τόμ. 2, 8ον σελ. 1600 ἀντὶ τῆς ἀρχικῆς τιμῆς δρ. 50 μόνον δρ. 6. [925, 714, 1214, 772]
subheadline: Ὁ κ. Κανδηλᾶρος μεθ' ἀπέστειλε [649, 1171, 884, 1187]
advertisement-bookshop [925, 328, 1214, 403]
ad-text: Ἐκτίθεται εὐκαιρία δι' ὅλα τὰ πάντα ἐπιτήδειμα. Ἐκτίθενται 80 οἶο ἐπὶ τῶν ἑξῆς βιβλίων. [925, 408, 1214, 437]
article-text: ἡ ἐπισκευὴ τῶν λέβητῶν καὶ τῶν ἐξαρτημάτων τοῦ ἐπιβατηγοῦ «Μακεδονίας», σήμερον ὅθε τὴν πρωΐαν τὸ σκάφος θ' ἀποπλεύσῃ διὰ τοὺς Λευκὰς καὶ ἀναχωρήσει πρὸς ἐπίσκεψιν τῆς Ἰθάκης, τῶν λιμένων τῆς Ζακύνθου, Ἁγίου Σταύρου, Σκιάθου καὶ Βλαντῆς. [627, 449, 905, 534]
article-text: Πάντα ταῦτα ὅμως θεωρεῖται βέβαιον, ὅτι θὰ περατωθῶσι ἐντὸς δέκα τὸ πολύ ἡμερῶν. [1234, 602, 1522, 631]
letter-signature: Σ. Κανδηλᾶρος [808, 1482, 905, 1497]
subheadline: ΑΝΑΚΟΙΝΩΣΕΙΣ ΤΟΥ ΔΙΑΔΟΧΟΥ [1265, 1075, 1492, 1091]
ad-address-note: (Οἰκία Στεφάνου) [417, 1087, 516, 1101]
masthead-subtitle: ΑΠΟΓΕΥΜΑΤΙΝΟΝ [83, 225, 264, 240]
ad-text: Τὸ ταχύτατον, πολυτελέστατον καὶ ἀσφαλέστατον ἐκ τῆς καθημερινῆς ταχύπλουν ἀτμόπλοιον «Γόρα» ἀναχωρεῖ ἐκ Πειραιῶς ἑκάστην Κυριακήν, Τετάρτην καὶ Παρασκευὴν περὶ ὥραν 1 μ. μ. εἰς Αἴγιναν, Μέθανα, (ἐν θέρει), Πόρον, Ὕδραν, Ἑρμιόνην, Σπέτσας, Λεωνίδιον, Ἄστρος καὶ Ναύπλιον, ἐπιστρέφον ἀπὸ τῶν ἰδίων προσεγγίσεων τὴν ἐπομένην τῆς ἀναχωρήσεώς του ἡμέραν. [925, 946, 1214, 1073]
headline: ΛΟΓΟΙ ΤΟΥ ΔΙΑΔΟΧΟΥ [1234, 637, 1522, 658]
ad-title-2: ΑΔΕΛΦΩΝ ΚΑΜΠΑΝΗ [349, 1415, 584, 1440]
article-text: Ἐν τῇ ἀξίᾳ μου καὶ τῇ ἀξιώσει τοῦ ἀναγνώστου ἐπιτρέπω νὰ ἐκθέσω καὶ τὴν ἀλήθειαν ἐν τοιαύτῃ περιπτώσει. [627, 1378, 905, 1421]
